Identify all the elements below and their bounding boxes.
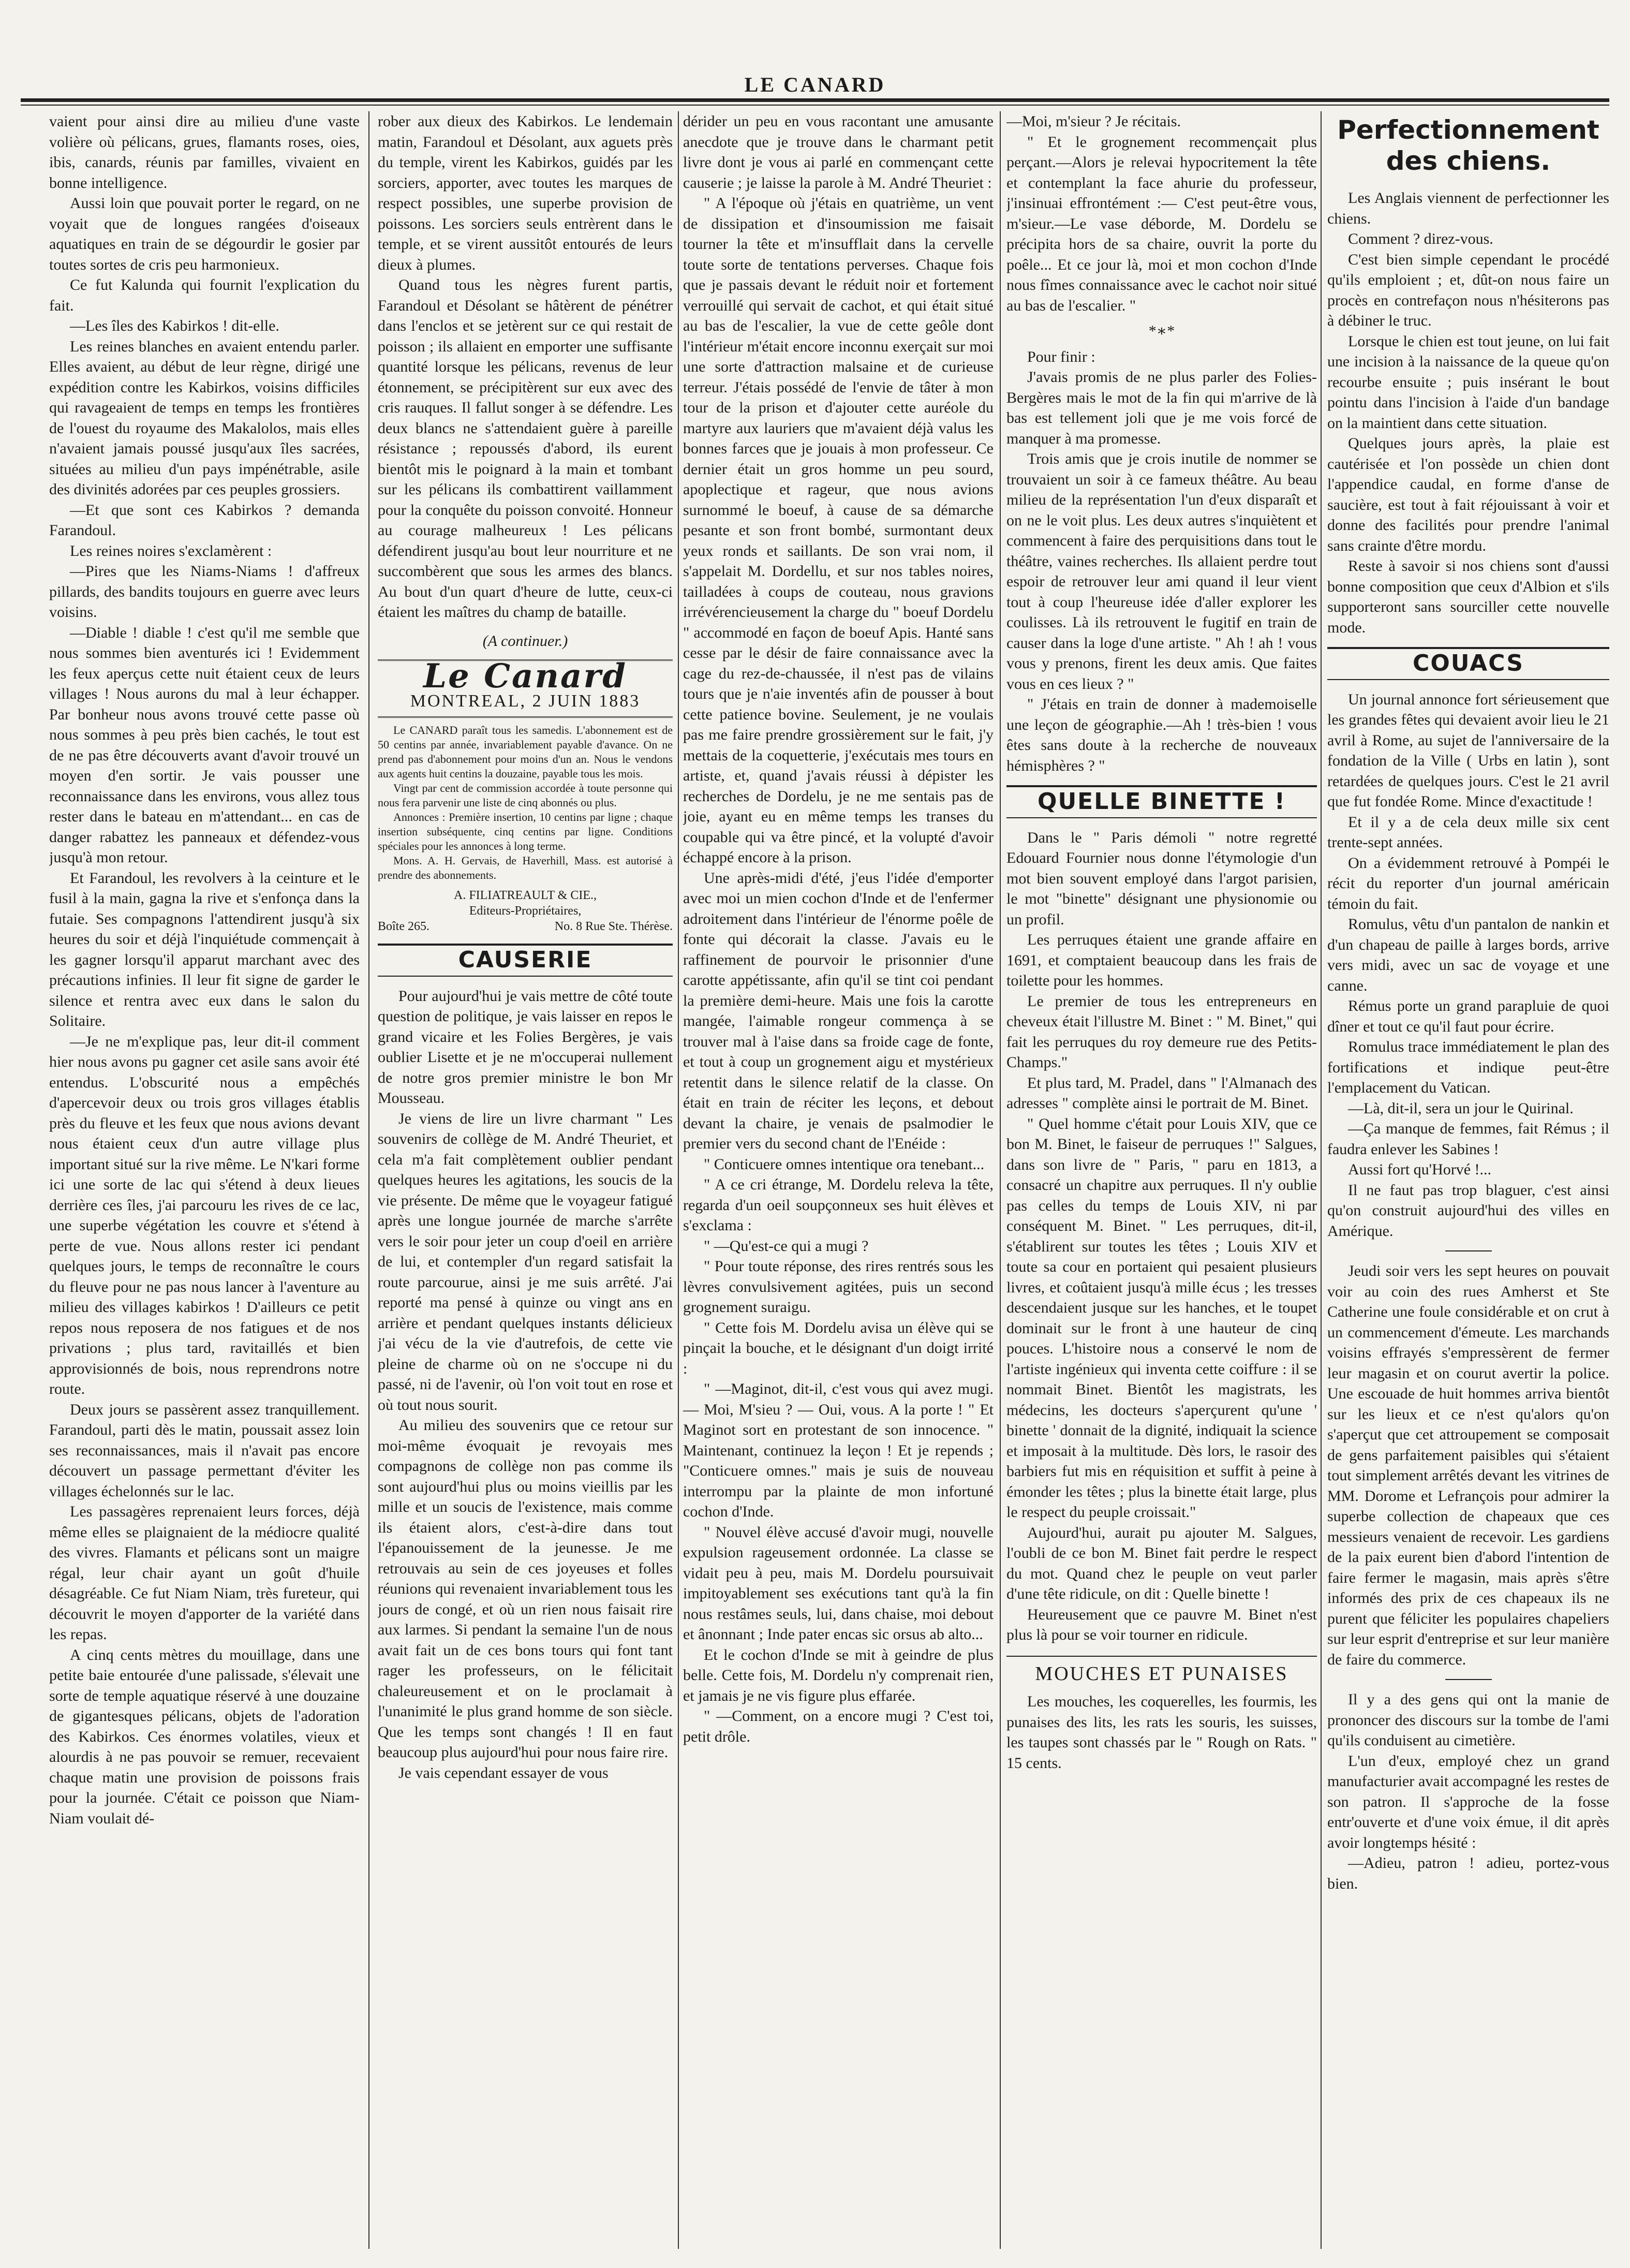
paragraph: Une après-midi d'été, j'eus l'idée d'emporter avec moi un mien cochon d'Inde et de l'enfermer adroitement dans l'intérieur de l'énorme poêle de fonte qui décorait la classe. J'avais eu le raffinement de pourvoir le prisonnier d'une carotte appétissante, afin qu'il se tint coi pendant la première demi-heure. Mais une fois la carotte mangée, l'aimable rongeur commença à se trouver mal à l'aise dans sa froide cage de fonte, et tout à coup un grognement aigu et mystérieux retentit dans le silence relatif de la classe. On était en train de réciter les leçons, et debout devant la chaire, je venais de psalmodier le premier vers du second chant de l'Enéide :: [683, 869, 994, 1152]
column-4: [1006, 111, 1317, 2249]
paragraph: " Pour toute réponse, des rires rentrés sous les lèvres convulsivement agitées, puis un second grognement suraigu.: [683, 1258, 994, 1316]
paragraph: Les perruques étaient une grande affaire en 1691, et comptaient beaucoup dans les frais de toilette pour les hommes.: [1006, 931, 1317, 989]
notice-paragraph: Vingt par cent de commission accordée à toute personne qui nous fera parvenir une liste de cinq abonnés ou plus.: [378, 782, 673, 809]
paragraph: Les passagères reprenaient leurs forces, déjà même elles se plaignaient de la médiocre qualité des vivres. Flamants et pélicans sont un maigre régal, leur chair ayant un goût d'huile désagréable. Ce fut Niam Niam, très fureteur, qui découvrit le moyen d'apporter de la variété dans les repas.: [49, 1503, 360, 1643]
column-5: [1327, 111, 1609, 2249]
paragraph: Rémus porte un grand parapluie de quoi dîner et tout ce qu'il faut pour écrire.: [1327, 997, 1609, 1035]
paragraph: " Nouvel élève accusé d'avoir mugi, nouvelle expulsion rageusement ordonnée. La classe se vidait peu à peu, mais M. Dordelu poursuivait impitoyablement ses exécutions tant qu'à la fin nous restâmes seuls, lui, dans chaise, moi debout et ânonnant ; Inde pater encas sic orsus ab alto...: [683, 1523, 994, 1643]
paragraph: Quand tous les nègres furent partis, Farandoul et Désolant se hâtèrent de pénétrer dans l'enclos et se jetèrent sur ce qui restait de poisson ; ils allaient en emporter une suffisante quantité lorsque les pélicans, revenus de leur étonnement, se précipitèrent sur eux avec des cris rauques. Il fallut songer à se défendre. Les deux blancs ne s'attendaient guère à pareille résistance ; repoussés d'abord, ils eurent bientôt mis le poignard à la main et tombant sur les pélicans ils combattirent vaillamment pour la conquête du poisson convoité. Honneur au courage malheureux ! Les pélicans défendirent jusqu'au bout leur nourriture et ne succombèrent que sous les armes des blancs. Au bout d'un quart d'heure de lutte, ceux-ci étaient les maîtres du champ de bataille.: [378, 276, 673, 621]
paragraph: Pour finir :: [1027, 348, 1095, 365]
newspaper-page: [21, 16, 1609, 2257]
running-header: [21, 16, 1609, 96]
paragraph: " —Maginot, dit-il, c'est vous qui avez mugi. — Moi, M'sieu ? — Oui, vous. A la porte ! " Et Maginot sort en protestant de son innocence. " Maintenant, continuez la leçon ! Et je repends ; "Conticuere omnes." mais je suis de nouveau interrompu par la plainte de mon infortuné cochon d'Inde.: [683, 1380, 994, 1520]
column-1: [49, 111, 360, 2249]
paragraph: J'avais promis de ne plus parler des Folies-Bergères mais le mot de la fin qui m'arrive de là bas est tellement joli que je me vois forcé de manquer à ma promesse.: [1006, 369, 1317, 447]
paragraph: " A ce cri étrange, M. Dordelu releva la tête, regarda d'un oeil soupçonneux ses huit élèves et s'exclama :: [683, 1176, 994, 1234]
paragraph: —Et que sont ces Kabirkos ? demanda Farandoul.: [49, 501, 360, 539]
paragraph: —Les îles des Kabirkos ! dit-elle.: [70, 317, 279, 334]
paragraph: Je vais cependant essayer de vous: [398, 1764, 609, 1781]
notice-paragraph: Le CANARD paraît tous les samedis. L'abonnement est de 50 centins par année, invariablement payable d'avance. On ne prend pas d'abonnement pour moins d'un an. Nous le vendons aux agents huit centins la douzaine, payable tous les mois.: [378, 724, 673, 780]
paragraph: " Quel homme c'était pour Louis XIV, que ce bon M. Binet, le faiseur de perruques !" Salgues, dans son livre de " Paris, " paru en 1813, a consacré un chapitre aux perruques. Il n'y oublie pas celles du temps de Louis XIV, ni par conséquent M. Binet. " Les perruques, dit-il, s'établirent sur toutes les têtes ; Louis XIV et toute sa cour en portaient qui pesaient plusieurs livres, et coûtaient jusqu'à mille écus ; les tresses descendaient jusque sur les hanches, et le toupet dominait sur le front à une hauteur de cinq pouces. L'histoire nous a conservé le nom de l'artiste ingénieux qui inventa cette coiffure : il se nommait Binet. Bientôt les magistrats, les médecins, les docteurs s'aperçurent qu'une ' binette ' donnait de la dignité, indiquait la science et imposait à la multitude. Dès lors, le rasoir des barbiers fut mis en réquisition et suffit à peine à émonder les têtes ; plus la binette était large, plus le respect du peuple croissait.": [1006, 1115, 1317, 1521]
paragraph: C'est bien simple cependant le procédé qu'ils emploient ; et, dût-on nous faire un procès en contrefaçon nous n'hésiterons pas à débiner le truc.: [1327, 251, 1609, 329]
paragraph: dérider un peu en vous racontant une amusante anecdote que je trouve dans le charmant petit livre dont je vous ai parlé en commençant cette causerie ; je laisse la parole à M. André Theuriet :: [683, 113, 994, 192]
paragraph: " Conticuere omnes intentique ora tenebant...: [704, 1155, 985, 1173]
continue-note: (A continuer.): [482, 632, 568, 650]
column-divider: [1321, 111, 1322, 2249]
paragraph: Dans le " Paris démoli " notre regretté Edouard Fournier nous donne l'étymologie d'un mot bien souvent employé dans l'argot parisien, le mot "binette" désignant une physionomie ou un profil.: [1006, 829, 1317, 928]
paragraph: —Ça manque de femmes, fait Rémus ; il faudra enlever les Sabines !: [1327, 1120, 1609, 1158]
paragraph: Romulus trace immédiatement le plan des fortifications et indique peut-être l'emplacement du Vatican.: [1327, 1038, 1609, 1096]
paragraph: Un journal annonce fort sérieusement que les grandes fêtes qui devaient avoir lieu le 21 avril à Rome, au sujet de l'anniversaire de la fondation de la Ville ( Urbs en latin ), sont retardées de quelques jours. C'est le 21 avril que fut fondée Rome. Mince d'exactitude !: [1327, 690, 1609, 810]
paragraph: Et il y a de cela deux mille six cent trente-sept années.: [1327, 813, 1609, 851]
paragraph: " Cette fois M. Dordelu avisa un élève qui se pinçait la bouche, et le désignant d'un doigt irrité :: [683, 1319, 994, 1377]
paragraph: Lorsque le chien est tout jeune, on lui fait une incision à la naissance de la queue qu'on recourbe ensuite ; puis insérant le bout pointu dans l'incision à l'aide d'un bandage on la maintient dans cette situation.: [1327, 332, 1609, 432]
paragraph: Trois amis que je crois inutile de nommer se trouvaient un soir à ce fameux théâtre. Au beau milieu de la représentation l'un d'eux disparaît et on ne le voit plus. Les deux autres s'inquiètent et commencent à faire des perquisitions dans tout le théâtre, vaines recherches. Ils allaient perdre tout espoir de retrouver leur ami quand il leur vient tout à coup l'heureuse idée d'aller explorer les coulisses. Là ils retrouvent le fugitif en train de causer dans la loge d'une artiste. " Ah ! ah ! vous vous y prenons, firent les deux amis. Que faites vous en ces lieux ? ": [1006, 450, 1317, 693]
dateline: MONTREAL, 2 JUIN 1883: [378, 691, 673, 718]
paragraph: A cinq cents mètres du mouillage, dans une petite baie entourée d'une palissade, s'élevait une sorte de temple aquatique réservé à une douzaine de gigantesques pélicans, objets de l'adoration des Kabirkos. Ces énormes volatiles, vieux et alourdis à ne pas pouvoir se remuer, recevaient chaque matin une provision de poissons frais pour la journée. C'était ce poisson que Niam-Niam voulait dé-: [49, 1646, 360, 1827]
paragraph: Il ne faut pas trop blaguer, c'est ainsi qu'on construit aujourd'hui des villes en Amérique.: [1327, 1181, 1609, 1240]
section-heading-couacs: COUACS: [1327, 647, 1609, 680]
newspaper-title: LE CANARD: [744, 73, 886, 96]
paragraph: " —Qu'est-ce qui a mugi ?: [704, 1237, 869, 1255]
publisher-address-line: [378, 919, 673, 934]
publisher-box: Boîte 265.: [378, 920, 429, 933]
paragraph: Les reines blanches en avaient entendu parler. Elles avaient, au début de leur règne, dirigé une expédition contre les Kabirkos, voisins difficiles qui ravageaient de temps en temps les frontières de l'ouest du royaume des Makalolos, mais elles n'avaient jamais poussé jusqu'aux îles sacrées, situées au milieu d'un pays impénétrable, asile des divinités adorées par ces peuples grossiers.: [49, 337, 360, 498]
section-divider: [1445, 1250, 1492, 1251]
masthead-name: Le Canard: [423, 657, 627, 696]
paragraph: —Je ne m'explique pas, leur dit-il comment hier nous avons pu gagner cet asile sans avoir été entendus. L'obscurité nous a empêchés d'apercevoir deux ou trois gros villages établis près du fleuve et les feux que nous avions devant nous étaient ceux d'un autre village plus important situé sur la rive même. Le N'kari forme ici une sorte de lac qui s'étend à deux lieues derrière ces îles, j'ai parcouru les rives de ce lac, une superbe végétation les couvre et s'étend à perte de vue. Nous allons rester ici pendant quelques jours, le temps de reconnaître le cours du fleuve pour ne pas nous lancer à l'aventure au milieu des villages kabirkos ! D'ailleurs ce petit repos nous reposera de nos fatigues et de nos privations ; plus tard, ravitaillés et bien approvisionnés de bois, nous reprendrons notre route.: [49, 1033, 360, 1397]
column-2: [378, 111, 673, 2249]
paragraph: —Adieu, patron ! adieu, portez-vous bien.: [1327, 1854, 1609, 1892]
paragraph: Aussi fort qu'Horvé !...: [1348, 1161, 1492, 1178]
paragraph: rober aux dieux des Kabirkos. Le lendemain matin, Farandoul et Désolant, aux aguets près du temple, virent les Kabirkos, guidés par les sorciers, apporter, avec toutes les marques de respect possibles, une superbe provision de poissons. Les sorciers seuls entrèrent dans le temple, et se virent aussitôt entourés de leurs dieux à plumes.: [378, 113, 673, 273]
paragraph: Aujourd'hui, aurait pu ajouter M. Salgues, l'oubli de ce bon M. Binet fait perdre le respect du mot. Quand chez le peuple on veut parler d'une tête ridicule, on dit : Quelle binette !: [1006, 1524, 1317, 1602]
paragraph: " J'étais en train de donner à mademoiselle une leçon de géographie.—Ah ! très-bien ! vous êtes sans doute à la recherche de nouveaux hémisphères ? ": [1006, 696, 1317, 774]
notice-paragraph: Annonces : Première insertion, 10 centins par ligne ; chaque insertion subséquente, cinq centins par ligne. Conditions spéciales pour les annonces à long terme.: [378, 811, 673, 852]
paragraph: Heureusement que ce pauvre M. Binet n'est plus là pour se voir tourner en ridicule.: [1006, 1606, 1317, 1643]
paragraph: Jeudi soir vers les sept heures on pouvait voir au coin des rues Amherst et Ste Catherine une foule considérable et on crut à un commencement d'émeute. Les marchands voisins effrayés s'empressèrent de fermer leur magasin et on courut avertir la police. Une escouade de huit hommes arriva bientôt sur les lieux et ce n'est qu'alors qu'on s'aperçut que cet attroupement se composait de gens parfaitement paisibles qui s'étaient tout simplement arrêtés devant les vitrines de MM. Dorome et Lefrançois pour admirer la superbe collection de chapeaux que ces messieurs venaient de recevoir. Les gardiens de la paix eurent bien d'abord l'intention de faire fermer le magasin, mais après s'être informés des prix de ces chapeaux ils ne purent que féliciter les populaires chapeliers sur leur esprit d'entreprise et sur leur manière de faire du commerce.: [1327, 1262, 1609, 1668]
masthead: [378, 659, 673, 718]
publisher-address: No. 8 Rue Ste. Thérèse.: [554, 920, 673, 933]
section-heading-causerie: CAUSERIE: [378, 944, 673, 977]
publisher-name: A. FILIATREAULT & CIE.,: [454, 889, 597, 902]
paragraph: Reste à savoir si nos chiens sont d'aussi bonne composition que ceux d'Albion et s'ils supporteront sans sourciller cette nouvelle mode.: [1327, 557, 1609, 636]
section-heading-binette: QUELLE BINETTE !: [1006, 785, 1317, 818]
paragraph: Aussi loin que pouvait porter le regard, on ne voyait que de longues rangées d'oiseaux aquatiques en train de se dégourdir le gosier par toutes sortes de cris peu harmonieux.: [49, 195, 360, 273]
paragraph: Les mouches, les coquerelles, les fourmis, les punaises des lits, les rats les souris, les suisses, les taupes sont chassés par le " Rough on Rats. " 15 cents.: [1006, 1693, 1317, 1772]
paragraph: On a évidemment retrouvé à Pompéi le récit du reporter d'un journal américain témoin du fait.: [1327, 854, 1609, 912]
column-divider: [1000, 111, 1001, 2249]
paragraph: Et Farandoul, les revolvers à la ceinture et le fusil à la main, gagna la rive et s'enfonça dans la futaie. Ses compagnons l'attendirent jusqu'à six heures du soir et déjà l'inquiétude commençait à les gagner lorsqu'il apparut marchant avec des précautions infinies. Il leur fit signe de garder le silence et rentra avec eux dans le salon du Solitaire.: [49, 869, 360, 1029]
paragraph: Le premier de tous les entrepreneurs en cheveux était l'illustre M. Binet : " M. Binet," qui fait les perruques du roy demeure rue des Petits-Champs.": [1006, 992, 1317, 1071]
column-divider: [368, 111, 369, 2249]
paragraph: —Pires que les Niams-Niams ! d'affreux pillards, des bandits toujours en guerre avec leurs voisins.: [49, 563, 360, 621]
paragraph: Pour aujourd'hui je vais mettre de côté toute question de politique, je vais laisser en repos le grand vicaire et les Folies Bergères, je vais oublier Lisette et je ne m'occuperai nullement de notre gros premier ministre le bon Mr Mousseau.: [378, 987, 673, 1107]
paragraph: Quelques jours après, la plaie est cautérisée et l'on possède un chien dont l'appendice caudal, en forme d'anse de saucière, est tout à fait réjouissant à voir et donne des facilités pour prendre l'animal sans crainte d'être mordu.: [1327, 435, 1609, 554]
publisher-block: [378, 888, 673, 934]
notice-paragraph: Mons. A. H. Gervais, de Haverhill, Mass. est autorisé à prendre des abonnements.: [378, 854, 673, 881]
paragraph: Au milieu des souvenirs que ce retour sur moi-même évoquait je revoyais mes compagnons de collège non pas comme ils sont aujourd'hui plus ou moins vieillis par les mille et un soucis de l'existence, mais comme ils étaient alors, c'est-à-dire dans tout l'épanouissement de la jeunesse. Je me retrouvais au sein de ces joyeuses et folles réunions qui revenaient invariablement tous les jours de congé, et où un rien nous faisait rire aux larmes. Si pendant la semaine l'un de nous avait fait un de ces bons tours qui font tant rager les professeurs, on le félicitait chaleureusement et on le proclamait à l'unanimité le plus grand homme de son siècle. Que les temps sont changés ! Il en faut beaucoup plus aujourd'hui pour nous faire rire.: [378, 1417, 673, 1761]
column-3: [683, 111, 994, 2249]
paragraph: Et le cochon d'Inde se mit à geindre de plus belle. Cette fois, M. Dordelu n'y comprenait rien, et jamais je ne vis figure plus effarée.: [683, 1646, 994, 1704]
section-heading-chiens: Perfectionnement des chiens.: [1337, 115, 1599, 176]
paragraph: Je viens de lire un livre charmant " Les souvenirs de collège de M. André Theuriet, et cela m'a fait complètement oublier pendant quelques heures les agitations, les soucis de la vie présente. De même que le voyageur fatigué après une longue journée de marche s'arrête vers le soir pour jeter un coup d'oeil en arrière de lui, et contempler d'un regard satisfait la route parcourue, ainsi je me suis arrêté. J'ai reporté ma pensé à quinze ou vingt ans en arrière et pendant quelques instants délicieux j'ai vécu de la vie d'autrefois, de cette vie pleine de charme où on ne s'occupe ni du passé, ni de l'avenir, où l'on voit tout en rose et où tout nous sourit.: [378, 1110, 673, 1413]
paragraph: Deux jours se passèrent assez tranquillement. Farandoul, parti dès le matin, poussait assez loin ses reconnaissances, mais il n'avait pas encore découvert un passage permettant d'éviter les villages échelonnés sur le lac.: [49, 1401, 360, 1500]
paragraph: Ce fut Kalunda qui fournit l'explication du fait.: [49, 276, 360, 314]
paragraph: Comment ? direz-vous.: [1348, 230, 1493, 247]
section-divider: [1445, 1679, 1492, 1680]
paragraph: Et plus tard, M. Pradel, dans " l'Almanach des adresses " complète ainsi le portrait de M. Binet.: [1006, 1074, 1317, 1112]
paragraph: Les reines noires s'exclamèrent :: [70, 542, 272, 559]
paragraph: —Là, dit-il, sera un jour le Quirinal.: [1348, 1099, 1574, 1117]
section-separator-stars: *∗*: [1148, 322, 1175, 340]
header-rule-thin: [21, 105, 1609, 106]
paragraph: Les Anglais viennent de perfectionner les chiens.: [1327, 189, 1609, 227]
publisher-role: Editeurs-Propriétaires,: [469, 904, 582, 918]
paragraph: " A l'époque où j'étais en quatrième, un vent de dissipation et d'insoumission me faisait tourner la tête et m'insufflait dans la cervelle toute sorte de tentations perverses. Chaque fois que je passais devant le réduit noir et fortement verrouillé qui servait de cachot, et qui était situé au bas de l'escalier, la vue de cette geôle dont l'intérieur m'était encore inconnu exerçait sur moi une sorte d'attraction malsaine et de curieuse terreur. J'étais possédé de l'envie de tâter à mon tour de la prison et d'ajouter cette auréole du martyre aux lauriers que m'avaient déjà valus les bonnes farces que je jouais à mon professeur. Ce dernier était un gros homme un peu sourd, apoplectique et rageur, que nous avions surnommé le boeuf, à cause de sa démarche pesante et son front bombé, surmontant deux yeux ronds et saillants. De son vrai nom, il s'appelait M. Dordellu, et sur nos tables noires, tailladées à coups de couteau, nous gravions irrévérencieusement la charge du " boeuf Dordelu " accommodé en façon de boeuf Apis. Hanté sans cesse par le désir de faire connaissance avec la cage du rez-de-chaussée, il n'est pas de vilains tours que je n'aie inventés afin de pousser à bout cette patience bovine. Seulement, je ne voulais pas me faire prendre grossièrement sur le fait, j'y mettais de la coquetterie, j'exécutais mes tours en artiste, et, quand j'avais réussi à dépister les recherches de Dordelu, je ne me sentais pas de joie, ayant eu en même temps les transes du coupable qui va être pincé, et la volupté d'avoir échappé encore à la prison.: [683, 195, 994, 866]
column-divider: [678, 111, 679, 2249]
paragraph: Il y a des gens qui ont la manie de prononcer des discours sur la tombe de l'ami qu'ils conduisent au cimetière.: [1327, 1691, 1609, 1749]
paragraph: " Et le grognement recommençait plus perçant.—Alors je relevai hypocritement la tête et contemplant la face ahurie du professeur, j'insinuai effrontément :— C'est peut-être vous, m'sieur.—Le vase déborde, M. Dordelu se précipita hors de sa chaire, ouvrit la porte du poêle... Et ce jour là, moi et mon cochon d'Inde nous fîmes connaissance avec le cachot noir situé au bas de l'escalier. ": [1006, 133, 1317, 314]
paragraph: —Diable ! diable ! c'est qu'il me semble que nous sommes bien aventurés ici ! Evidemment les feux aperçus cette nuit étaient ceux de leurs villages ! Nous aurons du mal à leur échapper. Par bonheur nous avons trouvé cette passe où nous sommes à peu près bien cachés, le tout est de ne pas être découverts avant d'avoir trouvé un moyen d'en sortir. Je vais pousser une reconnaissance dans les environs, vous allez tous rester dans le bateau en m'attendant... en cas de danger rabattez les panneaux et défendez-vous jusqu'à mon retour.: [49, 624, 360, 866]
paragraph: L'un d'eux, employé chez un grand manufacturier avait accompagné les restes de son patron. Il s'approche de la fosse entr'ouverte et d'une voix émue, il dit après avoir longtemps hésité :: [1327, 1752, 1609, 1851]
header-rule: [21, 98, 1609, 102]
paragraph: —Moi, m'sieur ? Je récitais.: [1006, 113, 1181, 130]
section-heading-mouches: MOUCHES ET PUNAISES: [1006, 1656, 1317, 1685]
paragraph: " —Comment, on a encore mugi ? C'est toi, petit drôle.: [683, 1707, 994, 1745]
paragraph: Romulus, vêtu d'un pantalon de nankin et d'un chapeau de paille à larges bords, arrive vers midi, avec un sac de voyage et une canne.: [1327, 916, 1609, 994]
subscription-notice: [378, 723, 673, 882]
paragraph: vaient pour ainsi dire au milieu d'une vaste volière où pélicans, grues, flamants roses, oies, ibis, canards, réunis par familles, vivaient en bonne intelligence.: [49, 113, 360, 192]
